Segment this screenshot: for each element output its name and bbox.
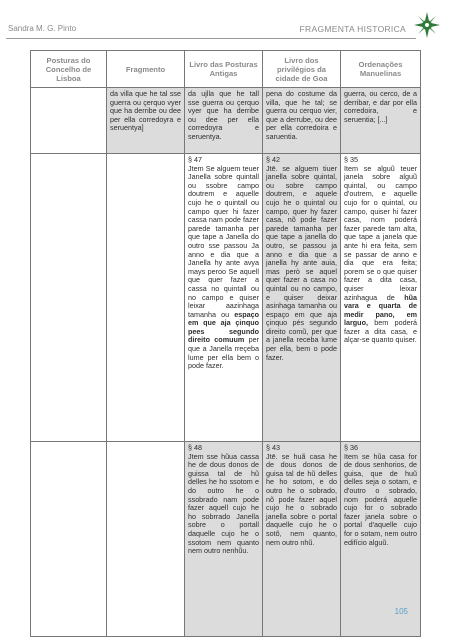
table-cell: § 42 Jtē. se alguem tiuer janella sobre quintal, ou sobre campo doutrem, e aquele cujo he o quintal ou campo, quer hy fazer casa, nõ pode fazer parede tamanha per que tape a janella do outro, se passou ja anno e dia que a janella hy ante auia, mas però se aquel quer fazer a casa no quintal ou no campo, e quiser deixar asinhaga tamanha ou espaço em que aja çinquo pés segundo direito comũ, per que a janella receba lume per ella, bem o pode fazer.	[263, 154, 341, 442]
table-cell: § 48 Jtem sse hũua cassa he de dous donos de guissa tal de hũ delles he ho ssotom e do outro he o ssobrado nam pode fazer aquell cujo he ho sobrrado Janella sobre o portall daquelle cujo he o ssotom nem quanto nem outro nenhũu.	[185, 442, 263, 637]
page-header	[0, 0, 450, 48]
section-number: § 42	[266, 155, 280, 164]
table-cell: § 47 Jtem Se alguem teuer Janella sobre quintall ou ssobre campo doutrem e aquelle cujo he o quintall ou campo quer hi fazer cassa nam pode fazer parede tamanha per que tape a Janella do outro sse passou Ja anno e dia que a Janella hy ante avya mays peroo Se aquell que quer fazer a cassa no quintall ou no campo e quiser leixar aazinhaga tamanha ou espaço em que aja çinquo pees segundo direito comuum per que a Janella rreçeba lume per ella bem o pode fazer.	[185, 154, 263, 442]
table-cell: da ujlla que he tall sse guerra ou çerquo vyer que ha derribe ou dee per ella corredoyra e seruentya.	[185, 88, 263, 154]
table-cell-empty	[107, 154, 185, 442]
table-cell: § 35 Item se alguũ teuer janela sobre alguũ quintal, ou campo d'outrem, e aquelle cujo for o quintal, ou campo, quiser hi fazer casa, nom poderá fazer parede tam alta, que tape a janela que ante hi era feita, sem se passar de anno e dia que era feita; porem se o que quiser fazer a dita casa, quiser leixar azinhagua de hũa vara e quarta de medir pano, em larguo, bem poderá fazer a dita casa, e alçar-se quanto quiser.	[341, 154, 421, 442]
section-number: § 35	[344, 155, 358, 164]
table-cell-empty	[107, 442, 185, 637]
table-row	[31, 154, 421, 442]
section-number: § 47	[188, 155, 202, 164]
section-number: § 48	[188, 443, 202, 452]
table-cell-empty	[31, 154, 107, 442]
column-header: Livro das Posturas Antigas	[185, 51, 263, 88]
table-cell: § 43 Jtē. se huã casa he de dous donos de guisa tal de hũ delles he ho sotom, e do outro he o sobrado, nõ pode fazer aquel cujo he o sobrado janella sobre o portal daquelle cujo he o sotõ, nem quanto, nem outro nhũ.	[263, 442, 341, 637]
column-header: Posturas do Concelho de Lisboa	[31, 51, 107, 88]
table-cell: pena do costume da villa, que he tal; se guerra ou cerquo vier, que a derrube, ou dee per ella corredoira e saruentia.	[263, 88, 341, 154]
emphasis-text: espaço em que aja çinquo pees segundo direito comuum	[188, 309, 259, 345]
section-number: § 36	[344, 443, 358, 452]
column-header: Ordenações Manuelinas	[341, 51, 421, 88]
journal-logo-icon	[412, 10, 442, 40]
table-cell: da villa que he tal sse guerra ou çerquo vyer que ha derribe ou dee per ella corredoyra e seruentya]	[107, 88, 185, 154]
comparison-table	[30, 50, 421, 637]
header-rule	[6, 38, 416, 39]
section-number: § 43	[266, 443, 280, 452]
table-row	[31, 88, 421, 154]
running-author: Sandra M. G. Pinto	[8, 24, 77, 33]
column-header: Livro dos privilégios da cidade de Goa	[263, 51, 341, 88]
column-header: Fragmento	[107, 51, 185, 88]
running-journal-title: FRAGMENTA HISTORICA	[299, 24, 406, 34]
table-cell-empty	[31, 88, 107, 154]
table-header-row	[31, 51, 421, 88]
page-number: 105	[394, 607, 408, 616]
table-cell-empty	[31, 442, 107, 637]
emphasis-text: hũa vara e quarta de medir pano, em larguo,	[344, 292, 417, 328]
table-cell: guerra, ou cerco, de a derribar, e dar por ella corredoira, e seruentia; [...]	[341, 88, 421, 154]
table-cell: § 36 Item se hũa casa for de dous senhorios, de guisa, que de huũ delles seja o sotam, e d'outro o sobrado, nom poderá aquelle cujo for o sobrado fazer janela sobre o portal d'aquelle cujo for o sotam, nem outro edifício alguũ.	[341, 442, 421, 637]
table-row	[31, 442, 421, 637]
